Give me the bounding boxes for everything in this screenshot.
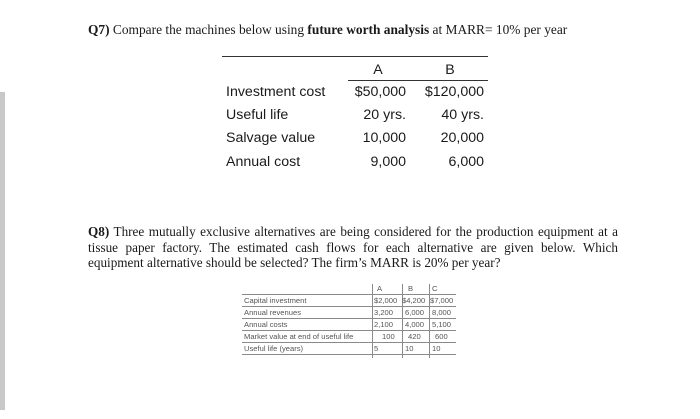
cell-a: 5 [374,344,379,353]
row-label: Salvage value [226,130,316,146]
cell-a: 9,000 [370,154,406,170]
cell-b: 6,000 [448,154,484,170]
cell-b: 6,000 [405,308,425,317]
scroll-edge [0,92,5,410]
col-header-a: A [373,62,383,78]
table-row [220,84,490,104]
cell-c: 8,000 [432,308,452,317]
row-label: Market value at end of useful life [244,332,354,341]
row-label: Investment cost [226,84,326,100]
q7-bold-phrase: future worth analysis [307,22,430,37]
q7-text-before: Compare the machines below using [109,22,308,37]
col-header-b: B [445,62,455,78]
cell-c: 5,100 [432,320,452,329]
cell-c: 600 [435,332,448,341]
cell-b: $120,000 [424,84,484,100]
grid-line [242,318,456,319]
cell-b: $4,200 [402,296,426,305]
table-row [220,107,490,127]
cell-a: 2,100 [374,320,394,329]
col-header-c: C [432,284,438,293]
header-underline [348,80,488,81]
grid-line [372,284,373,358]
cell-a: $2,000 [374,296,398,305]
table-row [220,130,490,150]
q7-number: Q7) [88,22,110,37]
grid-line [242,330,456,331]
cell-a: 20 yrs. [363,107,406,123]
row-label: Useful life [226,107,289,123]
q7-question [88,22,567,38]
col-header-b: B [408,284,414,293]
cell-a: 10,000 [362,130,406,146]
row-label: Annual revenues [244,308,301,317]
grid-line [242,294,456,295]
q8-question [88,224,618,271]
col-header-a: A [377,284,383,293]
grid-line [242,342,456,343]
cell-b: 420 [408,332,421,341]
row-label: Annual costs [244,320,288,329]
table-row [220,154,490,174]
cell-b: 20,000 [440,130,484,146]
row-label: Capital investment [244,296,307,305]
cell-b: 4,000 [405,320,425,329]
row-label: Useful life (years) [244,344,304,353]
table-header-row [220,62,490,80]
table-top-rule [222,56,488,57]
cell-a: $50,000 [354,84,406,100]
cell-a: 100 [382,332,395,341]
grid-line [242,354,456,355]
cell-a: 3,200 [374,308,394,317]
row-label: Annual cost [226,154,301,170]
cell-b: 40 yrs. [441,107,484,123]
cell-c: 10 [432,344,441,353]
cell-b: 10 [405,344,414,353]
q8-body: Three mutually exclusive alternatives are being considered for the production equipment at a tissue paper factory. The estimated cash flows for each alternative are given below. Which equipment alternative should be selected? The firm’s MARR is 20% per year? [88,224,618,270]
q8-number: Q8) [88,224,110,239]
q7-text-after: at MARR= 10% per year [429,22,568,37]
grid-line [242,306,456,307]
cell-c: $7,000 [430,296,454,305]
